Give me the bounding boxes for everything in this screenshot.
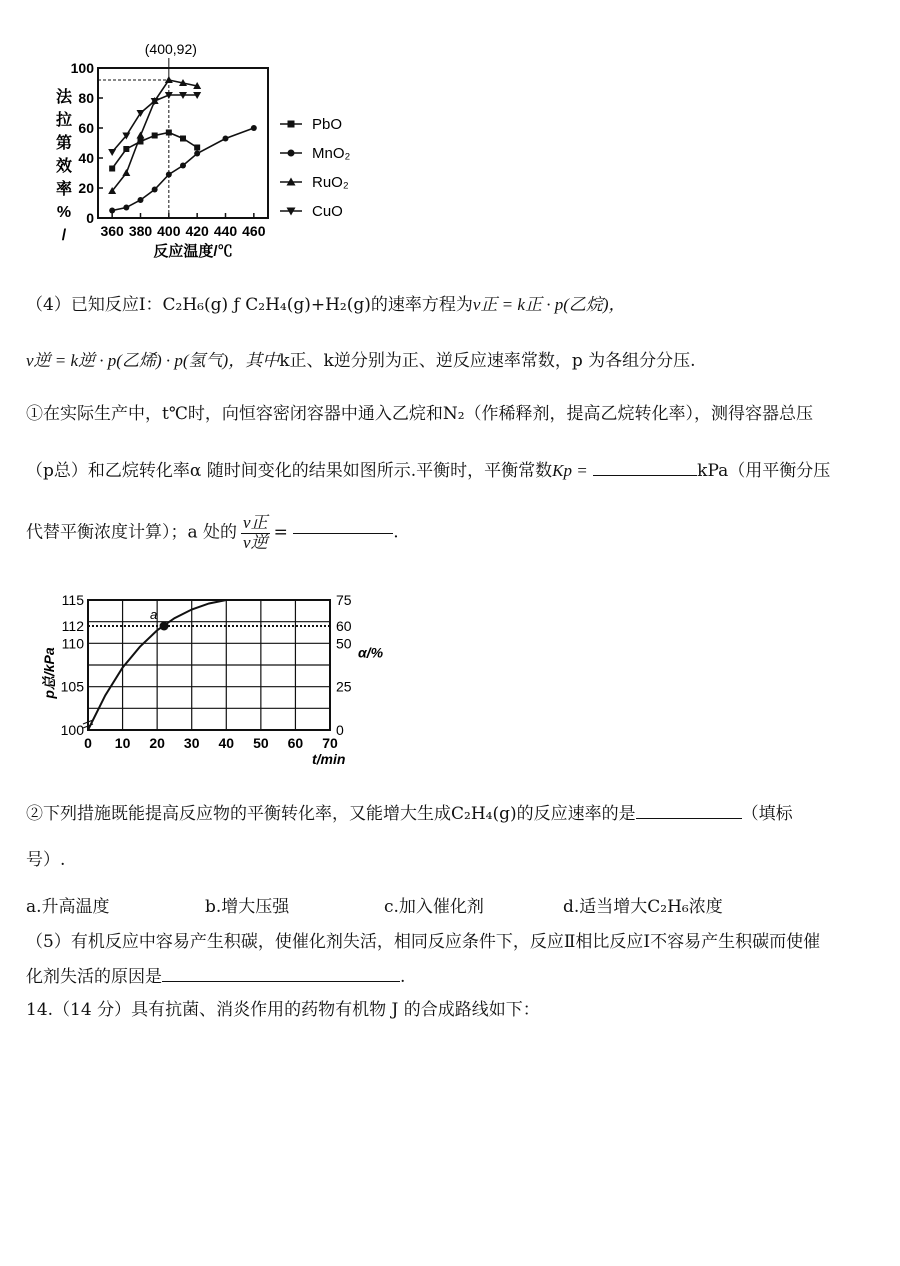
point-a-label: a	[150, 607, 158, 622]
q4-k-desc: k正、k逆分别为正、逆反应速率常数，	[279, 351, 572, 371]
x-axis-label: t/min	[312, 751, 346, 767]
pressure-time-chart	[30, 592, 400, 782]
y-tick-label: 60	[78, 120, 94, 136]
marker-square	[288, 121, 295, 128]
q4-p-desc: p 为各组分分压.	[571, 351, 696, 371]
q4-reaction: C₂H₆(g) ƒ C₂H₄(g)+H₂(g)	[162, 295, 371, 315]
y-right-axis-label: α/%	[358, 644, 384, 661]
series-3	[108, 92, 201, 156]
plot-frame	[98, 68, 268, 218]
marker-triangle-up	[122, 169, 130, 176]
y-axis-label	[56, 88, 73, 244]
y-left-tick-label: 105	[60, 678, 84, 695]
frac-numerator: v正	[243, 513, 268, 532]
y-left-axis-label: p总/kPa	[41, 647, 57, 699]
y-tick-label: 0	[86, 210, 94, 226]
option-b[interactable]: b.增大压强	[205, 897, 290, 917]
x-tick-label: 440	[213, 223, 238, 239]
sub2-line1-b: （填标	[741, 804, 793, 824]
x-tick-label: 400	[157, 223, 181, 239]
sub1-line2-a: （p总）和乙烷转化率α 随时间变化的结果如图所示.平衡时，平衡常数	[26, 461, 553, 481]
y-label-char: 率	[55, 181, 73, 198]
y-right-tick-label: 25	[336, 678, 352, 695]
q14-line: 14.（14 分）具有抗菌、消炎作用的药物有机物 J 的合成路线如下：	[26, 1000, 540, 1020]
option-d[interactable]: d.适当增大C₂H₆浓度	[563, 897, 723, 917]
option-c[interactable]: c.加入催化剂	[384, 897, 484, 917]
marker-circle	[251, 125, 257, 131]
marker-triangle-down	[108, 149, 116, 156]
sub1-line1: ①在实际生产中，t℃时，向恒容密闭容器中通入乙烷和N₂（作稀释剂，提高乙烷转化率），测得容器总压	[26, 404, 814, 424]
x-tick-label: 50	[253, 735, 269, 751]
q5-answer-blank[interactable]	[162, 980, 400, 982]
marker-circle	[166, 172, 172, 178]
y-right-tick-label: 0	[336, 722, 344, 738]
y-label-char: 法	[55, 89, 73, 106]
legend-label: CuO	[312, 203, 343, 220]
marker-triangle-up	[137, 132, 145, 139]
q5-line2-end: .	[400, 967, 406, 987]
marker-triangle-up	[165, 76, 173, 83]
q4-mid: 的速率方程为	[370, 295, 473, 315]
q4-line1	[26, 296, 626, 314]
y-label-char: 第	[55, 135, 73, 152]
q5-line1: （5）有机反应中容易产生积碳，使催化剂失活，相同反应条件下，反应Ⅱ相比反应Ⅰ不容易产生积碳而使催	[26, 932, 821, 952]
marker-square	[109, 166, 115, 172]
y-label-char: %	[56, 204, 72, 221]
y-label-char: 效	[55, 158, 73, 175]
x-tick-label: 460	[242, 223, 266, 239]
frac-denominator: v逆	[243, 532, 268, 552]
y-tick-label: 20	[78, 180, 94, 196]
q4-v-forward: v正 = k正 · p(乙烷)，	[472, 295, 626, 314]
series-0	[109, 130, 200, 172]
x-tick-label: 360	[100, 223, 124, 239]
x-tick-label: 10	[114, 735, 131, 751]
q5-line2-a: 化剂失活的原因是	[26, 967, 162, 987]
option-a[interactable]: a.升高温度	[26, 897, 110, 917]
kp-symbol: Kp =	[552, 461, 588, 480]
sub1-line3-a: 代替平衡浓度计算）；a 处的	[26, 522, 238, 543]
q4-prefix: （4）已知反应Ⅰ：	[26, 295, 163, 315]
marker-square	[194, 145, 200, 151]
y-tick-label: 80	[78, 90, 94, 106]
x-tick-label: 60	[287, 735, 304, 751]
marker-circle	[123, 205, 129, 211]
ratio-answer-blank[interactable]	[293, 532, 393, 534]
q4-v-reverse: v逆 = k逆 · p(乙烯) · p(氢气)，其中	[26, 351, 280, 370]
legend-label: MnO₂	[312, 145, 351, 162]
sub1-line3-end: .	[393, 522, 399, 543]
y-tick-label: 100	[70, 60, 94, 76]
sub1-equals: =	[273, 522, 288, 543]
y-label-char: /	[61, 227, 67, 244]
x-tick-label: 0	[84, 735, 92, 751]
sub2-line1	[26, 806, 793, 823]
marker-circle	[152, 187, 158, 193]
legend-label: PbO	[312, 116, 343, 133]
x-axis-label: 反应温度/℃	[153, 243, 233, 260]
y-tick-label: 40	[78, 150, 94, 166]
point-a-marker	[160, 622, 169, 631]
y-right-tick-label: 60	[336, 618, 352, 634]
faraday-efficiency-chart	[40, 20, 400, 275]
marker-circle	[138, 197, 144, 203]
y-left-tick-label: 100	[60, 722, 84, 738]
y-right-tick-label: 50	[336, 635, 352, 652]
sub1-line2	[26, 462, 830, 480]
legend-label: RuO₂	[312, 174, 349, 191]
x-tick-label: 20	[149, 735, 165, 751]
sub1-line2-b: kPa（用平衡分压	[697, 461, 831, 481]
x-tick-label: 380	[128, 223, 153, 239]
sub1-line3	[26, 514, 399, 560]
rate-ratio-fraction	[241, 514, 270, 552]
marker-square	[152, 133, 158, 139]
marker-circle	[180, 163, 186, 169]
q4-line2	[26, 352, 696, 370]
marker-square	[180, 136, 186, 142]
marker-circle	[109, 208, 115, 214]
y-left-tick-label: 110	[61, 635, 84, 652]
marker-square	[123, 146, 129, 152]
marker-circle	[223, 136, 229, 142]
x-tick-label: 420	[185, 223, 209, 239]
y-left-tick-label: 115	[61, 592, 84, 608]
sub2-answer-blank[interactable]	[636, 817, 742, 819]
x-tick-label: 30	[183, 735, 200, 751]
x-tick-label: 70	[322, 735, 338, 751]
kp-answer-blank[interactable]	[593, 474, 697, 476]
marker-square	[166, 130, 172, 136]
y-left-tick-label: 112	[61, 618, 84, 634]
sub2-line1-a: ②下列措施既能提高反应物的平衡转化率，又能增大生成C₂H₄(g)的反应速率的是	[26, 804, 636, 824]
sub2-line2: 号）.	[26, 850, 66, 870]
marker-circle	[288, 150, 295, 157]
y-label-char: 拉	[55, 112, 73, 129]
y-right-tick-label: 75	[336, 592, 352, 608]
marker-circle	[194, 151, 200, 157]
x-tick-label: 40	[218, 735, 235, 751]
annotation-label: (400,92)	[144, 41, 197, 57]
q5-line2	[26, 969, 405, 986]
